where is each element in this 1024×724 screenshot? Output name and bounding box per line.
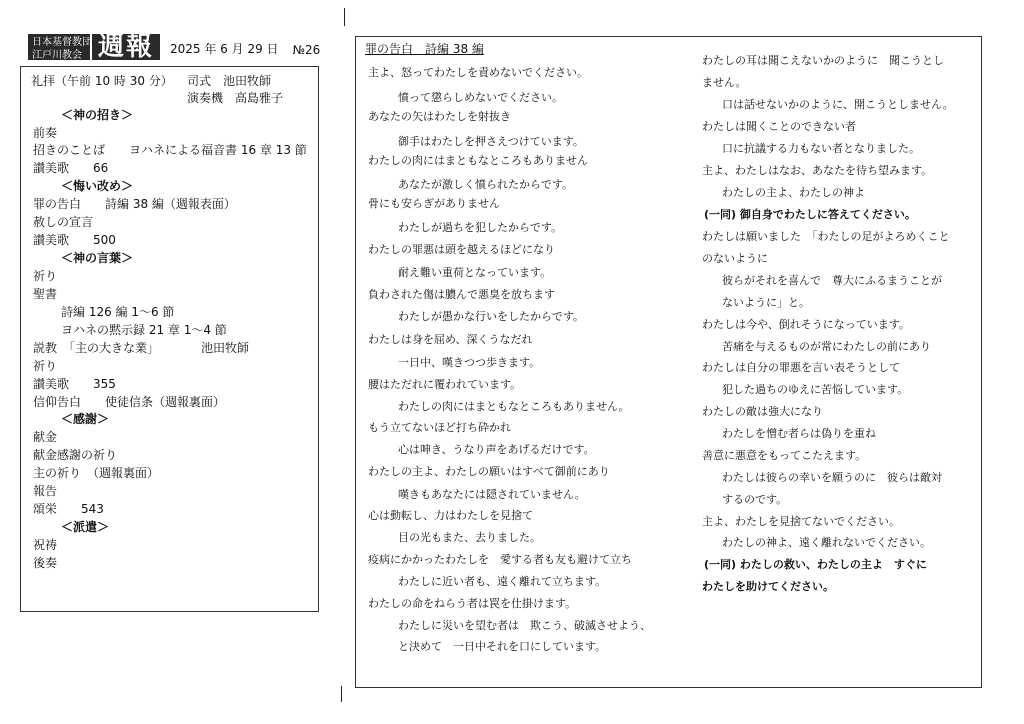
order-item: 報告	[33, 484, 58, 498]
psalm-line: わたしは聞くことのできない者	[702, 120, 856, 133]
order-item: 招きのことば ヨハネによる福音書 16 章 13 節	[33, 143, 307, 157]
psalm-line: 苦痛を与えるものが常にわたしの前にあり	[722, 340, 931, 353]
worship-time: 礼拝（午前 10 時 30 分）	[31, 74, 173, 88]
scripture-reading: ヨハネの黙示録 21 章 1～4 節	[61, 323, 227, 337]
psalm-line: わたしが愚かな行いをしたからです。	[398, 310, 585, 323]
psalm-line: わたしの主よ、わたしの神よ	[722, 186, 865, 199]
order-item: 献金	[33, 430, 58, 444]
psalm-line: わたしは身を屈め、深くうなだれ	[368, 333, 533, 346]
psalm-line: わたしは彼らの幸いを願うのに 彼らは敵対	[722, 471, 942, 484]
psalm-line: 主よ、怒ってわたしを責めないでください。	[368, 66, 588, 79]
psalm-line: わたしに近い者も、遠く離れて立ちます。	[398, 575, 607, 588]
psalm-line: 彼らがそれを喜んで 尊大にふるまうことが	[722, 274, 942, 287]
psalm-line: 負わされた傷は膿んで悪臭を放ちます	[368, 288, 555, 301]
order-item: 讃美歌 500	[33, 233, 116, 247]
sermon: 説教 「主の大きな業」 池田牧師	[33, 341, 250, 355]
psalm-line: 口に抗議する力もない者となりました。	[722, 142, 920, 155]
congregation-response: わたしを助けてください。	[702, 580, 834, 593]
order-item: 前奏	[33, 126, 58, 140]
order-item: 主の祈り （週報裏面）	[33, 466, 160, 480]
bulletin-header	[28, 30, 320, 60]
psalm-line: わたしの罪悪は頭を越えるほどになり	[368, 243, 555, 256]
section-heading: ＜感謝＞	[61, 412, 110, 426]
section-heading: ＜悔い改め＞	[61, 179, 134, 193]
scripture-reading: 詩編 126 編 1～6 節	[61, 305, 175, 319]
psalm-line: 犯した過ちのゆえに苦悩しています。	[722, 383, 909, 396]
psalm-line: もう立てないほど打ち砕かれ	[368, 421, 511, 434]
order-item: 赦しの宣言	[33, 215, 94, 229]
fold-mark-bottom	[341, 686, 342, 702]
order-item: 聖書	[33, 287, 58, 301]
section-heading: ＜派遣＞	[61, 520, 110, 534]
order-item: 頌栄 543	[33, 502, 104, 516]
psalm-line: わたしの肉にはまともなところもありません	[368, 154, 588, 167]
psalm-line: わたしの敵は強大になり	[702, 405, 823, 418]
psalm-line: 善意に悪意をもってこたえます。	[702, 449, 867, 462]
congregation-response: (一同) わたしの救い、わたしの主よ すぐに	[704, 558, 927, 571]
bulletin-title: 週報	[92, 34, 160, 60]
presider: 司式 池田牧師	[187, 74, 272, 88]
order-item: 祈り	[33, 359, 58, 373]
psalm-line: 一日中、嘆きつつ歩きます。	[398, 356, 541, 369]
church-denomination: 日本基督教団	[32, 37, 92, 48]
psalm-line: わたしの肉にはまともなところもありません。	[398, 400, 630, 413]
psalm-line: 主よ、わたしはなお、あなたを待ち望みます。	[702, 164, 933, 177]
reading-title: 罪の告白 詩編 38 編	[365, 42, 484, 56]
psalm-line: ません。	[702, 76, 747, 89]
psalm-line: わたしを憎む者らは偽りを重ね	[722, 427, 876, 440]
psalm-line: 嘆きもあなたには隠されていません。	[398, 488, 586, 501]
psalm-line: 骨にも安らぎがありません	[368, 197, 500, 210]
psalm-line: 腰はただれに覆われています。	[368, 378, 522, 391]
congregation-response: (一同) 御自身でわたしに答えてください。	[704, 208, 916, 221]
psalm-line: 憤って懲らしめないでください。	[398, 91, 563, 104]
order-item: 讃美歌 66	[33, 161, 109, 175]
psalm-line: わたしの神よ、遠く離れないでください。	[722, 536, 931, 549]
church-name-block	[28, 34, 90, 60]
order-item: 後奏	[33, 556, 58, 570]
order-of-service	[20, 66, 319, 612]
issue-number: №26	[292, 43, 321, 57]
psalm-line: 耐え難い重荷となっています。	[398, 266, 552, 279]
psalm-line: あなたが激しく憤られたからです。	[398, 178, 574, 191]
order-item: 祝祷	[33, 538, 58, 552]
psalm-line: わたしは自分の罪悪を言い表そうとして	[702, 361, 900, 374]
church-name: 江戸川教会	[32, 50, 82, 61]
psalm-line: わたしに災いを望む者は 欺こう、破滅させよう、	[398, 619, 651, 632]
order-item: 信仰告白 使徒信条（週報裏面）	[33, 395, 226, 409]
psalm-line: あなたの矢はわたしを射抜き	[368, 110, 511, 123]
section-heading: ＜神の言葉＞	[61, 251, 134, 265]
psalm-line: わたしの耳は聞こえないかのように 聞こうとし	[702, 54, 944, 67]
psalm-line: わたしの命をねらう者は罠を仕掛けます。	[368, 597, 577, 610]
order-item: 祈り	[33, 269, 58, 283]
psalm-line: するのです。	[722, 493, 788, 506]
section-heading: ＜神の招き＞	[61, 108, 134, 122]
psalm-line: 心は動転し、力はわたしを見捨て	[368, 509, 533, 522]
psalm-line: 主よ、わたしを見捨てないでください。	[702, 515, 900, 528]
psalm-line: わたしは願いました 「わたしの足がよろめくこと	[702, 230, 950, 243]
psalm-line: わたしが過ちを犯したからです。	[398, 221, 563, 234]
bulletin-date: 2025 年 6 月 29 日	[170, 42, 279, 56]
order-item: 献金感謝の祈り	[33, 448, 118, 462]
psalm-line: わたしの主よ、わたしの願いはすべて御前にあり	[368, 465, 610, 478]
psalm-line: 心は呻き、うなり声をあげるだけです。	[398, 443, 595, 456]
psalm-line: 疫病にかかったわたしを 愛する者も友も避けて立ち	[368, 553, 632, 566]
psalm-line: と決めて 一日中それを口にしています。	[398, 640, 607, 653]
fold-mark-top	[344, 8, 345, 26]
order-item: 罪の告白 詩編 38 編（週報表面）	[33, 197, 236, 211]
psalm-line: 目の光もまた、去りました。	[398, 531, 541, 544]
psalm-line: ないように」と。	[722, 296, 810, 309]
organist: 演奏機 高島雅子	[187, 91, 284, 105]
psalm-line: 御手はわたしを押さえつけています。	[398, 135, 584, 148]
psalm-line: のないように	[702, 252, 768, 265]
psalm-line: わたしは今や、倒れそうになっています。	[702, 318, 910, 331]
psalm-line: 口は話せないかのように、開こうとしません。	[722, 98, 954, 111]
order-item: 讃美歌 355	[33, 377, 116, 391]
